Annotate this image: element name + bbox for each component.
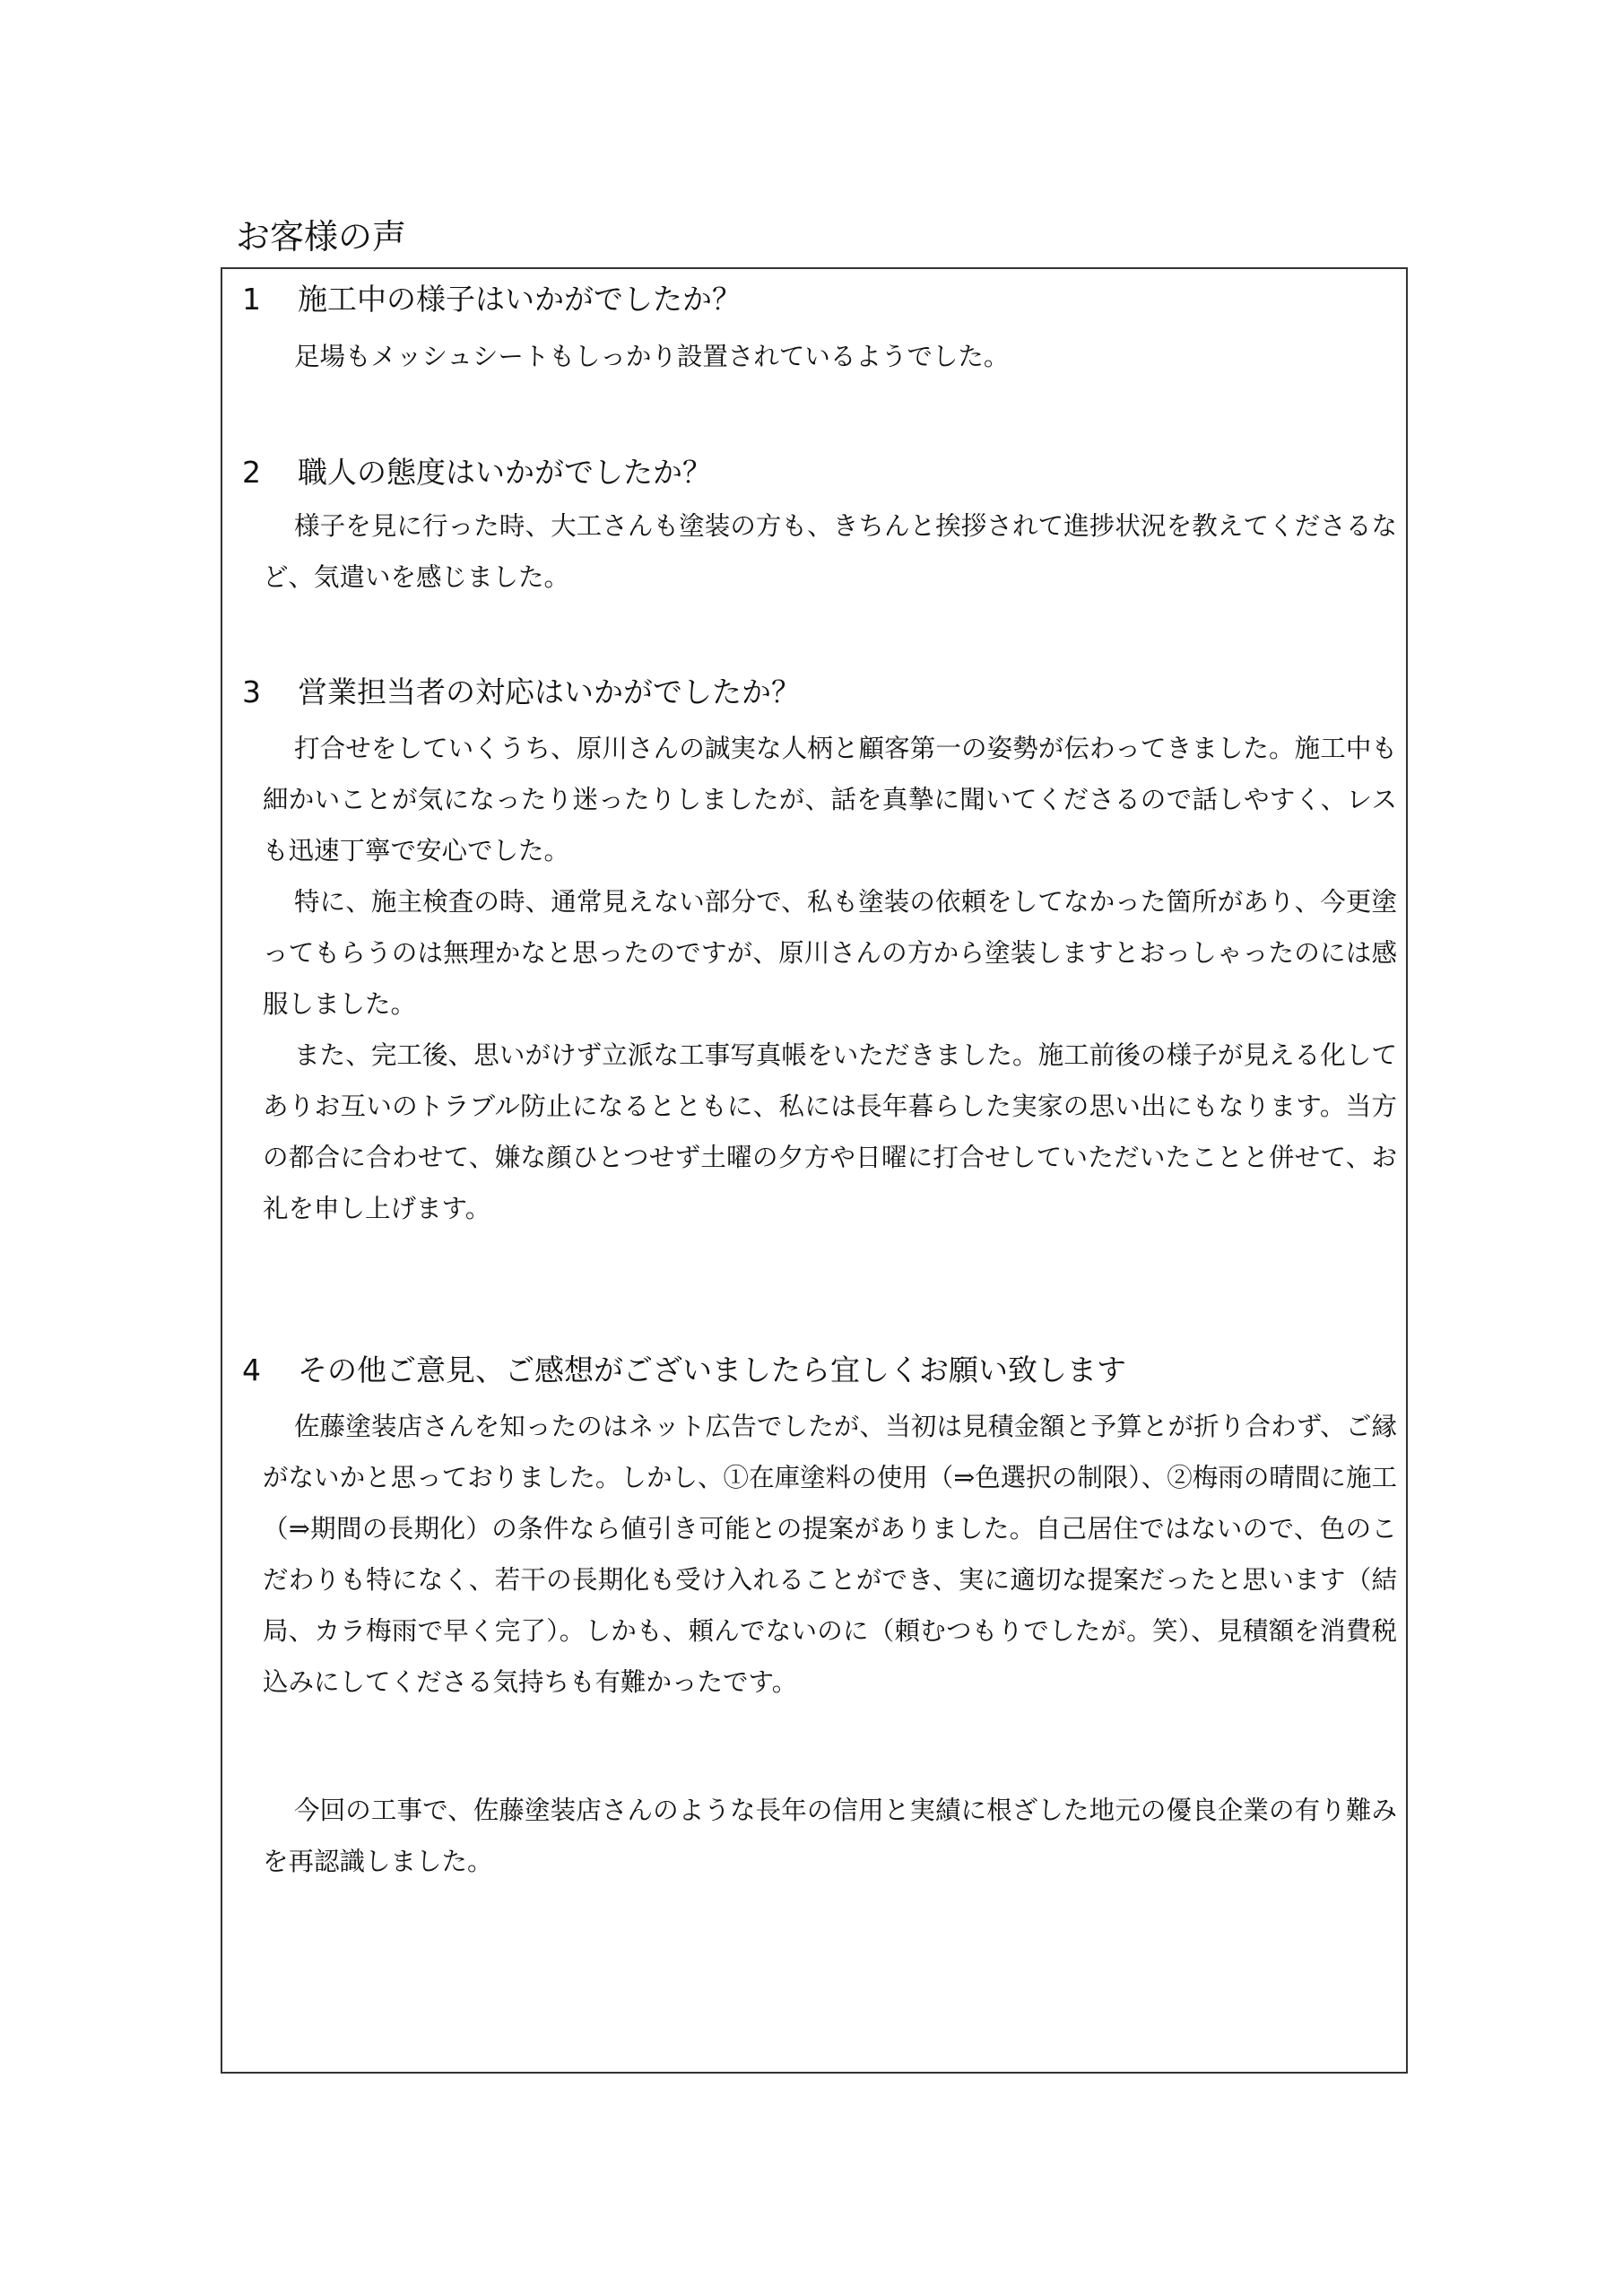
- question-3: [242, 673, 801, 712]
- page-title: お客様の声: [236, 217, 407, 257]
- answer-3-paragraph-3: また、完工後、思いがけず立派な工事写真帳をいただきました。施工前後の様子が見える化してありお互いのトラブル防止になるとともに、私には長年暮らした実家の思い出にもなります。当方の都合に合わせて、嫌な顔ひとつせず土曜の夕方や日曜に打合せしていただいたことと併せて、お礼を申し上げます。: [263, 1040, 1397, 1223]
- question-text: 施工中の様子はいかがでしたか？: [298, 282, 742, 317]
- question-number: 4: [242, 1352, 261, 1387]
- question-number: 3: [242, 674, 261, 709]
- question-text: 営業担当者の対応はいかがでしたか？: [298, 674, 801, 709]
- answer-4-paragraph-1: 佐藤塗装店さんを知ったのはネット広告でしたが、当初は見積金額と予算とが折り合わず、ご縁がないかと思っておりました。しかし、①在庫塗料の使用（⇒色選択の制限）、②梅雨の晴間に施工（⇒期間の長期化）の条件なら値引き可能との提案がありました。自己居住ではないので、色のこだわりも特になく、若干の長期化も受け入れることができ、実に適切な提案だったと思います（結局、カラ梅雨で早く完了）。しかも、頼んでないのに（頼むつもりでしたが。笑）、見積額を消費税込みにしてくださる気持ちも有難かったです。: [263, 1412, 1397, 1697]
- question-text: 職人の態度はいかがでしたか？: [298, 455, 712, 490]
- question-4: [242, 1351, 1126, 1390]
- question-number: 2: [242, 455, 261, 490]
- answer-1-paragraph-1: 足場もメッシュシートもしっかり設置されているようでした。: [294, 342, 1010, 371]
- answer-3-paragraph-1: 打合せをしていくうち、原川さんの誠実な人柄と顧客第一の姿勢が伝わってきました。施工中も細かいことが気になったり迷ったりしましたが、話を真摯に聞いてくださるので話しやすく、レスも迅速丁寧で安心でした。: [263, 734, 1397, 865]
- question-number: 1: [242, 282, 261, 317]
- question-2: [242, 453, 712, 492]
- question-1: [242, 280, 742, 319]
- question-text: その他ご意見、ご感想がございましたら宜しくお願い致します: [298, 1352, 1126, 1387]
- answer-4-paragraph-2: 今回の工事で、佐藤塗装店さんのような長年の信用と実績に根ざした地元の優良企業の有り難みを再認識しました。: [263, 1796, 1397, 1876]
- answer-3-paragraph-2: 特に、施主検査の時、通常見えない部分で、私も塗装の依頼をしてなかった箇所があり、今更塗ってもらうのは無理かなと思ったのですが、原川さんの方から塗装しますとおっしゃったのには感服しました。: [263, 887, 1397, 1019]
- answer-2-paragraph-1: 様子を見に行った時、大工さんも塗装の方も、きちんと挨拶されて進捗状況を教えてくださるなど、気遣いを感じました。: [263, 511, 1397, 592]
